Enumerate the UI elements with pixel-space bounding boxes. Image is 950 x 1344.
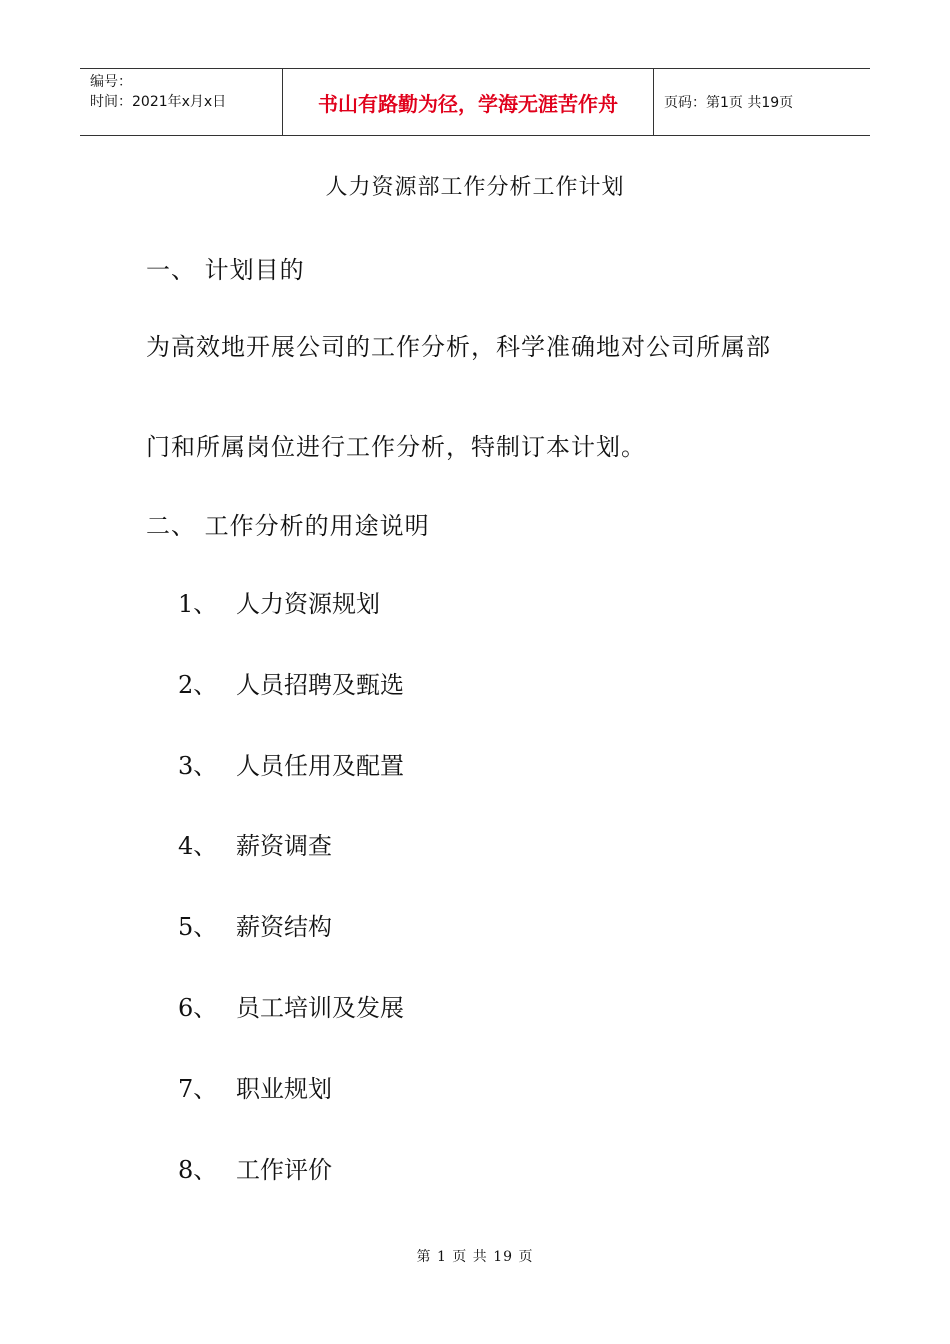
list-item	[178, 826, 332, 861]
section-1-paragraph-line-1: 为高效地开展公司的工作分析，科学准确地对公司所属部	[146, 333, 771, 361]
section-1-heading: 一、 计划目的	[146, 256, 305, 284]
document-title: 人力资源部工作分析工作计划	[325, 175, 625, 200]
list-item	[178, 1069, 332, 1104]
section-2-heading: 二、 工作分析的用途说明	[146, 512, 430, 540]
list-item-number: 2、	[178, 671, 218, 699]
document-date-label: 时间：2021年x月x日	[90, 94, 227, 110]
list-item-label: 人员任用及配置	[236, 752, 404, 780]
header-motto	[282, 69, 654, 135]
section-1-paragraph-line-2: 门和所属岗位进行工作分析，特制订本计划。	[146, 433, 646, 461]
motto-text: 书山有路勤为径，学海无涯苦作舟	[318, 91, 618, 116]
page-footer: 第 1 页 共 19 页	[416, 1249, 534, 1265]
header-meta	[80, 69, 282, 135]
list-item-label: 人力资源规划	[236, 590, 380, 618]
document-number-label: 编号：	[90, 74, 132, 90]
list-item-label: 薪资结构	[236, 913, 332, 941]
list-item	[178, 1150, 332, 1185]
list-item-label: 薪资调查	[236, 832, 332, 860]
list-item-label: 员工培训及发展	[236, 994, 404, 1022]
document-header	[80, 68, 870, 136]
list-item	[178, 746, 404, 781]
header-page-info	[654, 69, 870, 135]
list-item-label: 职业规划	[236, 1075, 332, 1103]
list-item-number: 6、	[178, 994, 218, 1022]
list-item-number: 4、	[178, 832, 218, 860]
list-item	[178, 584, 380, 619]
list-item-label: 人员招聘及甄选	[236, 671, 404, 699]
list-item-number: 8、	[178, 1156, 218, 1184]
list-item	[178, 907, 332, 942]
page-info-text: 页码：第1页 共19页	[664, 95, 794, 111]
list-item-number: 3、	[178, 752, 218, 780]
list-item-number: 7、	[178, 1075, 218, 1103]
list-item-label: 工作评价	[236, 1156, 332, 1184]
list-item	[178, 665, 404, 700]
list-item	[178, 988, 404, 1023]
list-item-number: 1、	[178, 590, 218, 618]
list-item-number: 5、	[178, 913, 218, 941]
